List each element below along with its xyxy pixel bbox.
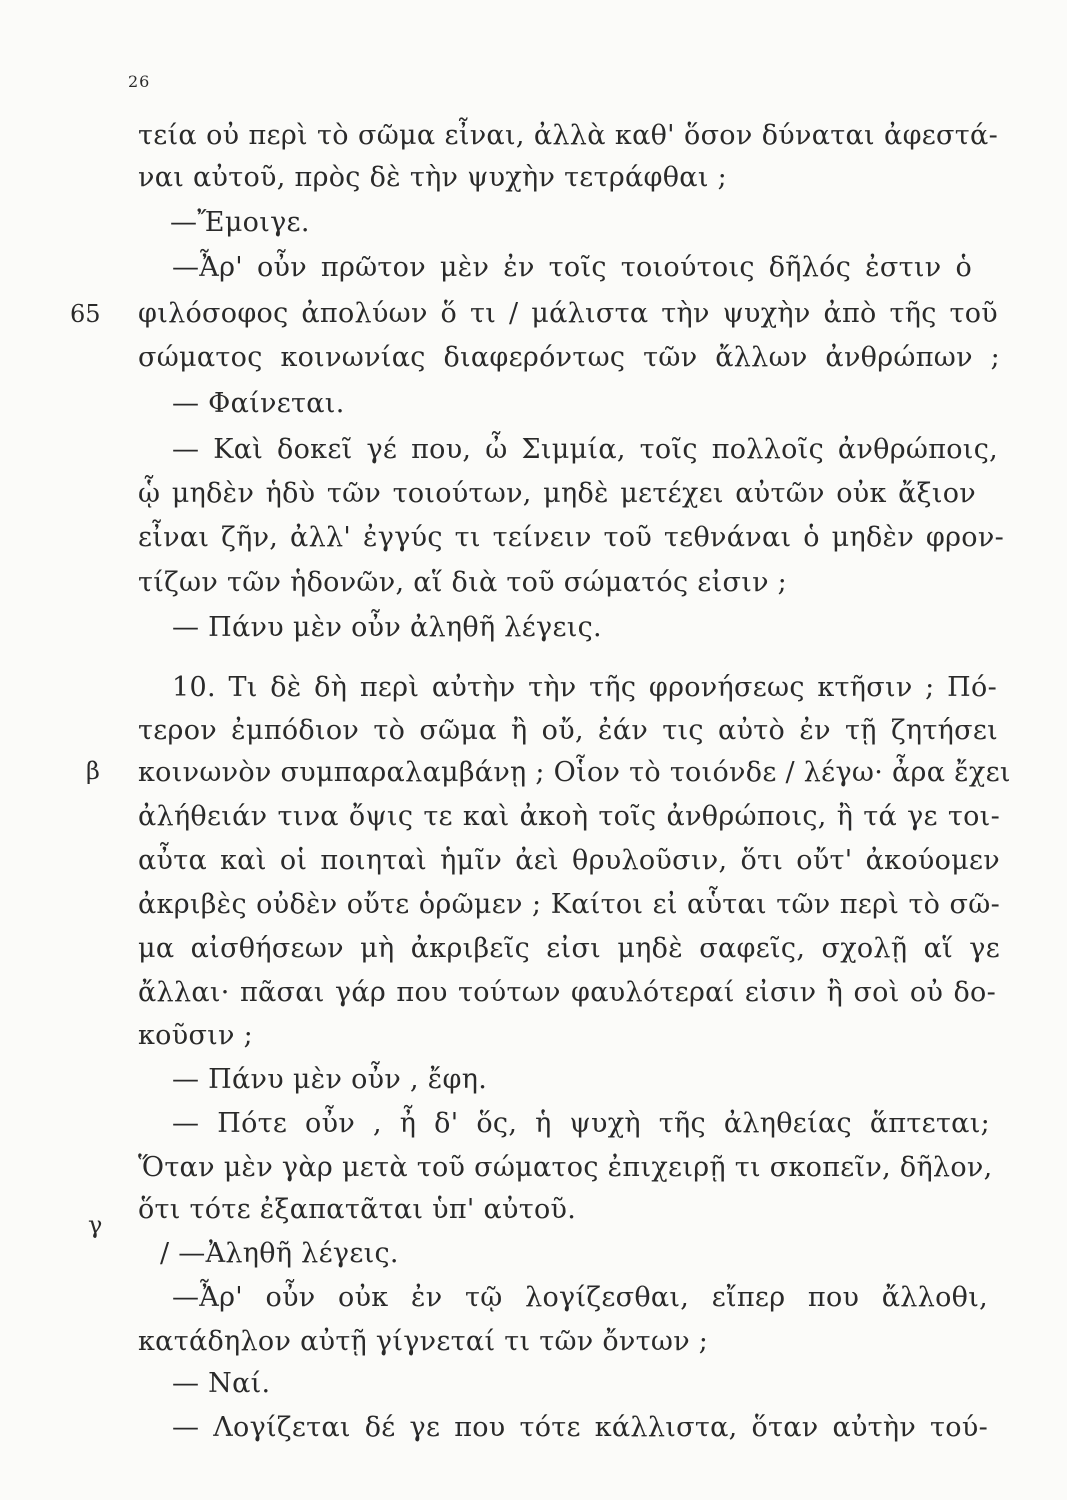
margin-section-gamma: γ bbox=[88, 1211, 103, 1239]
text-line: εἶναι ζῆν, ἀλλ' ἐγγύς τι τείνειν τοῦ τεθνάναι ὁ μηδὲν φρον- bbox=[138, 522, 1004, 553]
text-line: —Ἆρ' οὖν πρῶτον μὲν ἐν τοῖς τοιούτοις δῆλός ἐστιν ὁ bbox=[172, 252, 972, 283]
text-line: — Φαίνεται. bbox=[172, 388, 345, 419]
text-line: τίζων τῶν ἡδονῶν, αἵ διὰ τοῦ σώματός εἰσιν ; bbox=[138, 567, 788, 598]
text-line: —Ἔμοιγε. bbox=[170, 207, 310, 238]
text-line: ὅτι τότε ἐξαπατᾶται ὑπ' αὐτοῦ. bbox=[138, 1194, 577, 1225]
text-line: ἀκριβὲς οὐδὲν οὔτε ὁρῶμεν ; Καίτοι εἰ αὗται τῶν περὶ τὸ σῶ- bbox=[138, 889, 1000, 920]
text-line: ἀλήθειάν τινα ὄψις τε καὶ ἀκοὴ τοῖς ἀνθρώποις, ἢ τά γε τοι- bbox=[138, 801, 1000, 832]
text-line: —Ἆρ' οὖν οὐκ ἐν τῷ λογίζεσθαι, εἴπερ που ἄλλοθι, bbox=[172, 1282, 988, 1313]
text-line: σώματος κοινωνίας διαφερόντως τῶν ἄλλων ἀνθρώπων ; bbox=[138, 342, 1000, 373]
text-line: τερον ἐμπόδιον τὸ σῶμα ἢ οὔ, ἐάν τις αὐτὸ ἐν τῇ ζητήσει bbox=[138, 715, 998, 746]
text-line: 10. Τι δὲ δὴ περὶ αὐτὴν τὴν τῆς φρονήσεως κτῆσιν ; Πό- bbox=[172, 672, 997, 703]
text-line: Ὅταν μὲν γὰρ μετὰ τοῦ σώματος ἐπιχειρῇ τι σκοπεῖν, δῆλον, bbox=[138, 1152, 993, 1183]
text-line: φιλόσοφος ἀπολύων ὅ τι / μάλιστα τὴν ψυχὴν ἀπὸ τῆς τοῦ bbox=[138, 298, 998, 329]
text-line: κοῦσιν ; bbox=[138, 1020, 254, 1051]
text-line: / —Ἀληθῆ λέγεις. bbox=[160, 1238, 399, 1269]
text-line: κατάδηλον αὐτῇ γίγνεταί τι τῶν ὄντων ; bbox=[138, 1326, 709, 1357]
margin-line-number: 65 bbox=[70, 300, 101, 328]
text-line: αὖτα καὶ οἱ ποιηταὶ ἡμῖν ἀεὶ θρυλοῦσιν, ὅτι οὔτ' ἀκούομεν bbox=[138, 845, 1000, 876]
page-number: 26 bbox=[128, 72, 151, 91]
text-line: — Λογίζεται δέ γε που τότε κάλλιστα, ὅταν αὐτὴν τού- bbox=[172, 1412, 988, 1443]
text-line: — Πάνυ μὲν οὖν ἀληθῆ λέγεις. bbox=[172, 612, 602, 643]
text-line: — Πότε οὖν , ἦ δ' ὅς, ἡ ψυχὴ τῆς ἀληθείας ἅπτεται; bbox=[172, 1108, 990, 1139]
text-line: — Καὶ δοκεῖ γέ που, ὦ Σιμμία, τοῖς πολλοῖς ἀνθρώποις, bbox=[172, 434, 998, 465]
margin-section-beta: β bbox=[86, 757, 100, 785]
text-line: — Ναί. bbox=[172, 1368, 271, 1399]
text-line: ᾧ μηδὲν ἡδὺ τῶν τοιούτων, μηδὲ μετέχει αὐτῶν οὐκ ἄξιον bbox=[138, 478, 976, 509]
text-line: — Πάνυ μὲν οὖν , ἔφη. bbox=[172, 1064, 488, 1095]
text-line: ἄλλαι· πᾶσαι γάρ που τούτων φαυλότεραί εἰσιν ἢ σοὶ οὐ δο- bbox=[138, 977, 996, 1008]
text-line: μα αἰσθήσεων μὴ ἀκριβεῖς εἰσι μηδὲ σαφεῖς, σχολῇ αἵ γε bbox=[138, 933, 1000, 964]
text-line: ναι αὐτοῦ, πρὸς δὲ τὴν ψυχὴν τετράφθαι ; bbox=[138, 162, 727, 193]
text-line: τεία οὐ περὶ τὸ σῶμα εἶναι, ἀλλὰ καθ' ὅσον δύναται ἀφεστά- bbox=[138, 120, 998, 151]
text-line: κοινωνὸν συμπαραλαμβάνῃ ; Οἷον τὸ τοιόνδε / λέγω· ἆρα ἔχει bbox=[138, 757, 1011, 788]
